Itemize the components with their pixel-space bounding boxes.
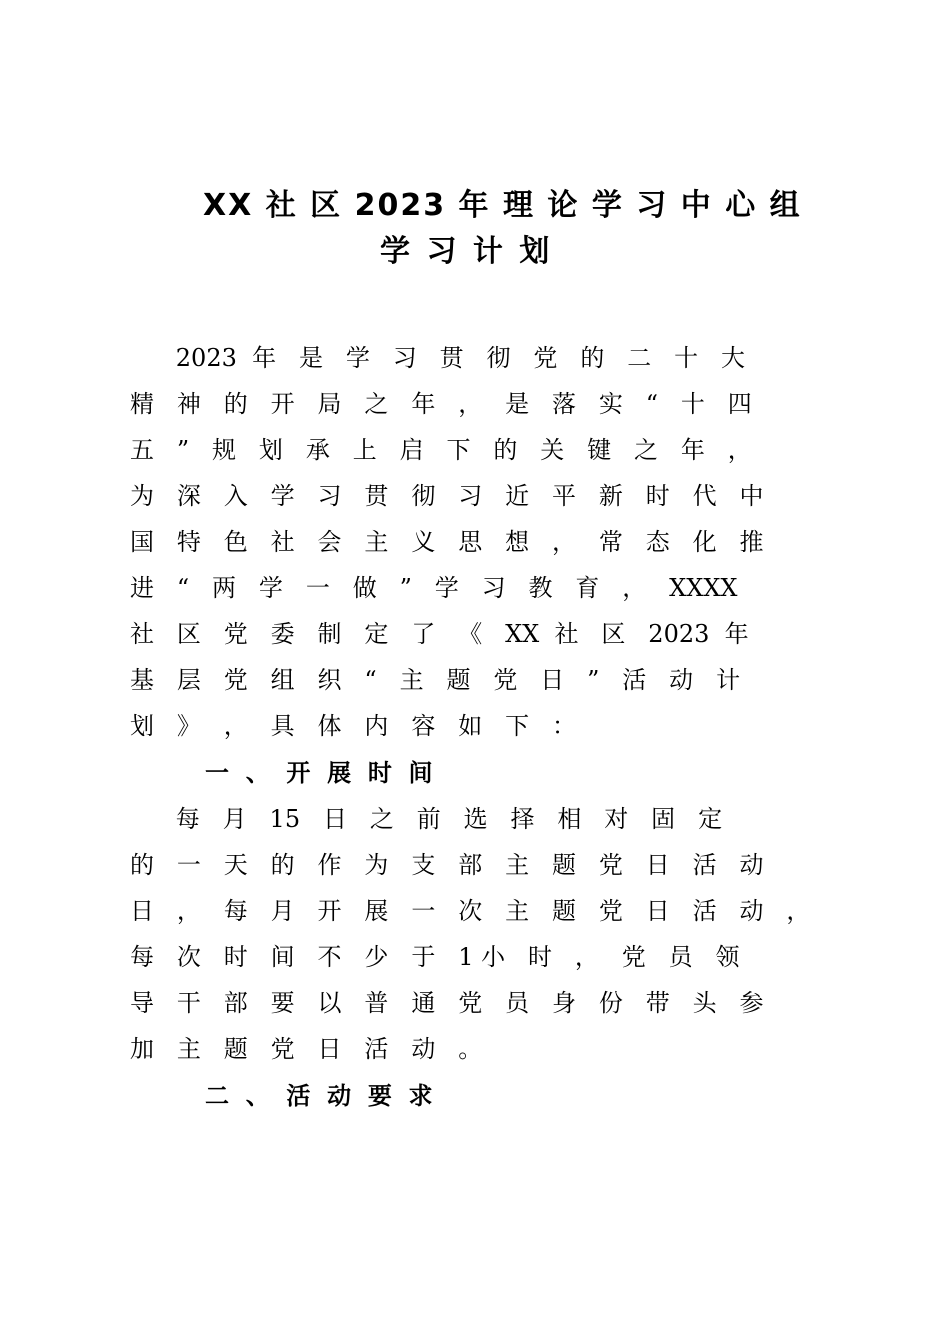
- paragraph-line: 为 深 入 学 习 贯 彻 习 近 平 新 时 代 中: [130, 482, 764, 510]
- section-heading: 一 、 开 展 时 间: [205, 759, 433, 787]
- paragraph-line: 五 ” 规 划 承 上 启 下 的 关 键 之 年 ，: [130, 436, 752, 464]
- paragraph-line: 每 次 时 间 不 少 于 1 小 时 ， 党 员 领: [130, 943, 740, 971]
- paragraph-line: 社 区 党 委 制 定 了 《 XX 社 区 2023 年: [130, 620, 749, 648]
- document-title-line-1: XX 社 区 2023 年 理 论 学 习 中 心 组: [203, 188, 802, 223]
- document-title-line-2: 学 习 计 划: [380, 234, 553, 269]
- paragraph-line: 导 干 部 要 以 普 通 党 员 身 份 带 头 参: [130, 989, 764, 1017]
- paragraph-line: 2023 年 是 学 习 贯 彻 党 的 二 十 大: [130, 344, 745, 372]
- section-heading: 二 、 活 动 要 求: [205, 1082, 433, 1110]
- paragraph-line: 日 ， 每 月 开 展 一 次 主 题 党 日 活 动 ，: [130, 897, 811, 925]
- paragraph-line: 进 “ 两 学 一 做 ” 学 习 教 育 ， XXXX: [130, 574, 738, 602]
- paragraph-line: 的 一 天 的 作 为 支 部 主 题 党 日 活 动: [130, 851, 764, 879]
- paragraph-line: 每 月 15 日 之 前 选 择 相 对 固 定: [130, 805, 723, 833]
- paragraph-line: 国 特 色 社 会 主 义 思 想 ， 常 态 化 推: [130, 528, 764, 556]
- paragraph-line: 精 神 的 开 局 之 年 ， 是 落 实 “ 十 四: [130, 390, 752, 418]
- paragraph-line: 加 主 题 党 日 活 动 。: [130, 1035, 483, 1063]
- paragraph-line: 基 层 党 组 织 “ 主 题 党 日 ” 活 动 计: [130, 666, 741, 694]
- paragraph-line: 划 》 ， 具 体 内 容 如 下 ：: [130, 712, 576, 740]
